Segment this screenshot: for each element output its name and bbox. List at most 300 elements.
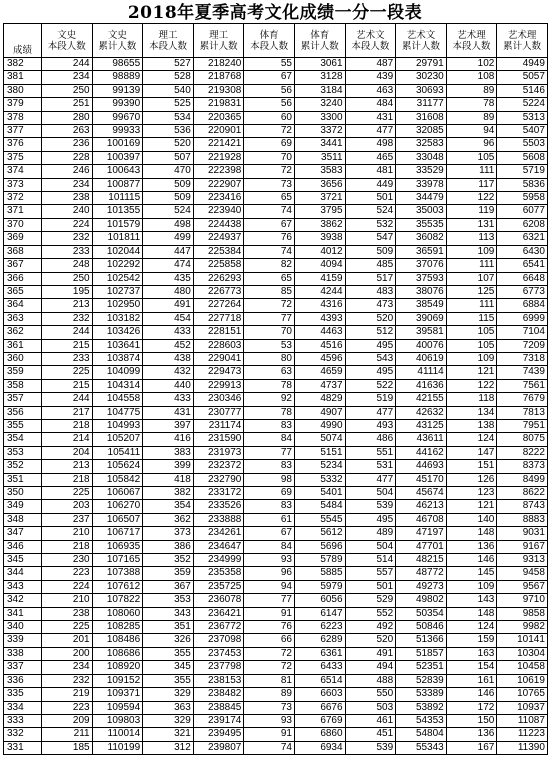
table-row xyxy=(4,500,548,513)
count-cell: 234 xyxy=(42,71,93,84)
count-cell: 223940 xyxy=(193,205,244,218)
count-cell: 102950 xyxy=(92,299,143,312)
count-cell: 539 xyxy=(345,741,396,754)
count-cell: 227264 xyxy=(193,299,244,312)
count-cell: 3862 xyxy=(294,218,345,231)
count-cell: 134 xyxy=(446,406,497,419)
count-cell: 6433 xyxy=(294,661,345,674)
count-cell: 503 xyxy=(345,701,396,714)
table-row xyxy=(4,446,548,459)
count-cell: 35535 xyxy=(396,218,447,231)
count-cell: 5146 xyxy=(497,84,548,97)
count-cell: 44162 xyxy=(396,446,447,459)
column-header-group: 文史 xyxy=(107,29,127,41)
count-cell: 495 xyxy=(345,339,396,352)
count-cell: 223 xyxy=(42,701,93,714)
count-cell: 89 xyxy=(446,111,497,124)
count-cell: 224 xyxy=(42,218,93,231)
count-cell: 499 xyxy=(143,232,194,245)
count-cell: 236 xyxy=(42,138,93,151)
count-cell: 239174 xyxy=(193,714,244,727)
count-cell: 106507 xyxy=(92,513,143,526)
count-cell: 6769 xyxy=(294,714,345,727)
count-cell: 109 xyxy=(446,580,497,593)
count-cell: 41636 xyxy=(396,379,447,392)
count-cell: 3240 xyxy=(294,98,345,111)
count-cell: 48772 xyxy=(396,567,447,580)
table-row xyxy=(4,473,548,486)
count-cell: 89 xyxy=(446,84,497,97)
count-cell: 74 xyxy=(244,245,295,258)
table-row xyxy=(4,232,548,245)
count-cell: 99139 xyxy=(92,84,143,97)
count-cell: 103641 xyxy=(92,339,143,352)
count-cell: 38549 xyxy=(396,299,447,312)
count-cell: 465 xyxy=(345,151,396,164)
count-cell: 235358 xyxy=(193,567,244,580)
count-cell: 498 xyxy=(143,218,194,231)
count-cell: 237453 xyxy=(193,647,244,660)
score-cell: 337 xyxy=(4,661,42,674)
count-cell: 214 xyxy=(42,433,93,446)
count-cell: 51857 xyxy=(396,647,447,660)
score-cell: 340 xyxy=(4,621,42,634)
table-row xyxy=(4,741,548,754)
table-row xyxy=(4,218,548,231)
count-cell: 491 xyxy=(143,299,194,312)
count-cell: 386 xyxy=(143,540,194,553)
table-row xyxy=(4,84,548,97)
count-cell: 77 xyxy=(244,446,295,459)
count-cell: 101811 xyxy=(92,232,143,245)
count-cell: 218 xyxy=(42,540,93,553)
count-cell: 5057 xyxy=(497,71,548,84)
table-row xyxy=(4,487,548,500)
count-cell: 219831 xyxy=(193,98,244,111)
count-cell: 29791 xyxy=(396,58,447,71)
count-cell: 8075 xyxy=(497,433,548,446)
score-cell: 374 xyxy=(4,165,42,178)
count-cell: 329 xyxy=(143,688,194,701)
count-cell: 4244 xyxy=(294,285,345,298)
count-cell: 150 xyxy=(446,714,497,727)
column-header-label: 本段人数 xyxy=(47,40,86,52)
count-cell: 454 xyxy=(143,312,194,325)
count-cell: 540 xyxy=(143,84,194,97)
count-cell: 225858 xyxy=(193,259,244,272)
count-cell: 4516 xyxy=(294,339,345,352)
count-cell: 204 xyxy=(42,446,93,459)
count-cell: 100877 xyxy=(92,178,143,191)
count-cell: 122 xyxy=(446,192,497,205)
count-cell: 234999 xyxy=(193,554,244,567)
count-cell: 517 xyxy=(345,272,396,285)
count-cell: 250 xyxy=(42,84,93,97)
count-cell: 5979 xyxy=(294,580,345,593)
table-row xyxy=(4,688,548,701)
count-cell: 7951 xyxy=(497,419,548,432)
count-cell: 222907 xyxy=(193,178,244,191)
count-cell: 229041 xyxy=(193,352,244,365)
count-cell: 232790 xyxy=(193,473,244,486)
count-cell: 148 xyxy=(446,527,497,540)
table-row xyxy=(4,138,548,151)
count-cell: 210 xyxy=(42,527,93,540)
count-cell: 33048 xyxy=(396,151,447,164)
count-cell: 4737 xyxy=(294,379,345,392)
count-cell: 223 xyxy=(42,567,93,580)
table-row xyxy=(4,165,548,178)
count-cell: 487 xyxy=(345,58,396,71)
count-cell: 9567 xyxy=(497,580,548,593)
score-cell: 368 xyxy=(4,245,42,258)
count-cell: 109152 xyxy=(92,674,143,687)
score-cell: 359 xyxy=(4,366,42,379)
count-cell: 9458 xyxy=(497,567,548,580)
count-cell: 110199 xyxy=(92,741,143,754)
count-cell: 397 xyxy=(143,419,194,432)
count-cell: 474 xyxy=(143,259,194,272)
count-cell: 3441 xyxy=(294,138,345,151)
score-cell: 373 xyxy=(4,178,42,191)
table-header-row xyxy=(4,24,548,58)
count-cell: 106270 xyxy=(92,500,143,513)
count-cell: 4393 xyxy=(294,312,345,325)
count-cell: 72 xyxy=(244,299,295,312)
count-cell: 362 xyxy=(143,513,194,526)
count-cell: 501 xyxy=(345,192,396,205)
table-row xyxy=(4,366,548,379)
count-cell: 6676 xyxy=(294,701,345,714)
count-cell: 489 xyxy=(345,527,396,540)
count-cell: 528 xyxy=(143,71,194,84)
count-cell: 433 xyxy=(143,326,194,339)
column-header-label: 成绩 xyxy=(12,45,32,56)
count-cell: 218 xyxy=(42,419,93,432)
column-header-label: 本段人数 xyxy=(250,40,289,52)
count-cell: 5545 xyxy=(294,513,345,526)
score-cell: 339 xyxy=(4,634,42,647)
count-cell: 7679 xyxy=(497,393,548,406)
count-cell: 106717 xyxy=(92,527,143,540)
count-cell: 250 xyxy=(42,272,93,285)
count-cell: 105411 xyxy=(92,446,143,459)
count-cell: 37076 xyxy=(396,259,447,272)
count-cell: 5313 xyxy=(497,111,548,124)
count-cell: 238153 xyxy=(193,674,244,687)
count-cell: 488 xyxy=(345,674,396,687)
count-cell: 70 xyxy=(244,151,295,164)
count-cell: 213 xyxy=(42,460,93,473)
count-cell: 218240 xyxy=(193,58,244,71)
count-cell: 519 xyxy=(345,393,396,406)
count-cell: 50354 xyxy=(396,607,447,620)
count-cell: 70 xyxy=(244,326,295,339)
count-cell: 51366 xyxy=(396,634,447,647)
table-row xyxy=(4,379,548,392)
column-header xyxy=(446,24,497,58)
count-cell: 355 xyxy=(143,647,194,660)
column-header-group: 体育 xyxy=(310,29,330,41)
count-cell: 56 xyxy=(244,98,295,111)
column-header-label: 累计人数 xyxy=(503,40,542,52)
count-cell: 329 xyxy=(143,714,194,727)
count-cell: 359 xyxy=(143,567,194,580)
score-cell: 365 xyxy=(4,285,42,298)
count-cell: 452 xyxy=(143,339,194,352)
count-cell: 54353 xyxy=(396,714,447,727)
score-cell: 377 xyxy=(4,125,42,138)
count-cell: 76 xyxy=(244,232,295,245)
score-cell: 372 xyxy=(4,192,42,205)
count-cell: 201 xyxy=(42,634,93,647)
count-cell: 6208 xyxy=(497,218,548,231)
count-cell: 6541 xyxy=(497,259,548,272)
count-cell: 363 xyxy=(143,701,194,714)
count-cell: 45674 xyxy=(396,487,447,500)
score-cell: 367 xyxy=(4,259,42,272)
table-row xyxy=(4,594,548,607)
count-cell: 138 xyxy=(446,419,497,432)
count-cell: 3721 xyxy=(294,192,345,205)
count-cell: 492 xyxy=(345,621,396,634)
count-cell: 74 xyxy=(244,741,295,754)
count-cell: 101115 xyxy=(92,192,143,205)
count-cell: 103426 xyxy=(92,326,143,339)
column-header-group: 体育 xyxy=(259,29,279,41)
count-cell: 234647 xyxy=(193,540,244,553)
count-cell: 4829 xyxy=(294,393,345,406)
count-cell: 78 xyxy=(446,98,497,111)
score-cell: 341 xyxy=(4,607,42,620)
count-cell: 7104 xyxy=(497,326,548,339)
count-cell: 4316 xyxy=(294,299,345,312)
count-cell: 520 xyxy=(345,312,396,325)
count-cell: 440 xyxy=(143,379,194,392)
column-header xyxy=(244,24,295,58)
count-cell: 218 xyxy=(42,473,93,486)
count-cell: 6321 xyxy=(497,232,548,245)
count-cell: 140 xyxy=(446,513,497,526)
count-cell: 46213 xyxy=(396,500,447,513)
score-cell: 348 xyxy=(4,513,42,526)
count-cell: 504 xyxy=(345,540,396,553)
count-cell: 185 xyxy=(42,741,93,754)
count-cell: 151 xyxy=(446,460,497,473)
score-cell: 376 xyxy=(4,138,42,151)
table-row xyxy=(4,661,548,674)
count-cell: 44693 xyxy=(396,460,447,473)
table-row xyxy=(4,299,548,312)
count-cell: 83 xyxy=(244,460,295,473)
count-cell: 5332 xyxy=(294,473,345,486)
table-row xyxy=(4,701,548,714)
score-cell: 332 xyxy=(4,728,42,741)
count-cell: 108686 xyxy=(92,647,143,660)
count-cell: 109 xyxy=(446,352,497,365)
count-cell: 451 xyxy=(345,728,396,741)
count-cell: 498 xyxy=(345,138,396,151)
count-cell: 543 xyxy=(345,352,396,365)
count-cell: 124 xyxy=(446,621,497,634)
column-header-label: 累计人数 xyxy=(300,40,339,52)
count-cell: 225 xyxy=(42,487,93,500)
count-cell: 232 xyxy=(42,312,93,325)
count-cell: 7561 xyxy=(497,379,548,392)
table-row xyxy=(4,634,548,647)
count-cell: 6934 xyxy=(294,741,345,754)
table-row xyxy=(4,621,548,634)
count-cell: 52839 xyxy=(396,674,447,687)
column-header-label: 本段人数 xyxy=(452,40,491,52)
count-cell: 234 xyxy=(42,661,93,674)
count-cell: 524 xyxy=(143,205,194,218)
count-cell: 219 xyxy=(42,688,93,701)
count-cell: 102 xyxy=(446,58,497,71)
count-cell: 145 xyxy=(446,567,497,580)
count-cell: 38076 xyxy=(396,285,447,298)
count-cell: 47701 xyxy=(396,540,447,553)
count-cell: 522 xyxy=(345,379,396,392)
count-cell: 512 xyxy=(345,326,396,339)
table-row xyxy=(4,460,548,473)
count-cell: 435 xyxy=(143,272,194,285)
count-cell: 520 xyxy=(143,138,194,151)
count-cell: 6999 xyxy=(497,312,548,325)
count-cell: 248 xyxy=(42,259,93,272)
count-cell: 117 xyxy=(446,178,497,191)
page-title: 2018年夏季高考文化成绩一分一段表 xyxy=(127,3,423,23)
count-cell: 5401 xyxy=(294,487,345,500)
count-cell: 244 xyxy=(42,58,93,71)
count-cell: 148 xyxy=(446,607,497,620)
count-cell: 37593 xyxy=(396,272,447,285)
table-body xyxy=(4,58,548,755)
count-cell: 100169 xyxy=(92,138,143,151)
count-cell: 105 xyxy=(446,151,497,164)
count-cell: 66 xyxy=(244,634,295,647)
count-cell: 232372 xyxy=(193,460,244,473)
count-cell: 234 xyxy=(42,178,93,191)
count-cell: 8622 xyxy=(497,487,548,500)
score-cell: 336 xyxy=(4,674,42,687)
count-cell: 4094 xyxy=(294,259,345,272)
count-cell: 49802 xyxy=(396,594,447,607)
count-cell: 111 xyxy=(446,299,497,312)
count-cell: 239495 xyxy=(193,728,244,741)
count-cell: 461 xyxy=(345,714,396,727)
count-cell: 237098 xyxy=(193,634,244,647)
count-cell: 235725 xyxy=(193,580,244,593)
count-cell: 39069 xyxy=(396,312,447,325)
count-cell: 84 xyxy=(244,433,295,446)
count-cell: 6223 xyxy=(294,621,345,634)
count-cell: 495 xyxy=(345,513,396,526)
count-cell: 447 xyxy=(143,245,194,258)
score-cell: 355 xyxy=(4,419,42,432)
count-cell: 228 xyxy=(42,151,93,164)
count-cell: 232 xyxy=(42,232,93,245)
count-cell: 233888 xyxy=(193,513,244,526)
count-cell: 77 xyxy=(244,312,295,325)
count-cell: 115 xyxy=(446,312,497,325)
count-cell: 50846 xyxy=(396,621,447,634)
count-cell: 73 xyxy=(244,701,295,714)
column-header xyxy=(345,24,396,58)
count-cell: 106935 xyxy=(92,540,143,553)
count-cell: 108486 xyxy=(92,634,143,647)
count-cell: 40076 xyxy=(396,339,447,352)
count-cell: 105 xyxy=(446,339,497,352)
count-cell: 100397 xyxy=(92,151,143,164)
score-cell: 371 xyxy=(4,205,42,218)
count-cell: 6514 xyxy=(294,674,345,687)
count-cell: 230777 xyxy=(193,406,244,419)
count-cell: 8743 xyxy=(497,500,548,513)
count-cell: 35003 xyxy=(396,205,447,218)
count-cell: 43611 xyxy=(396,433,447,446)
count-cell: 53389 xyxy=(396,688,447,701)
count-cell: 108920 xyxy=(92,661,143,674)
count-cell: 105207 xyxy=(92,433,143,446)
table-row xyxy=(4,567,548,580)
count-cell: 484 xyxy=(345,98,396,111)
count-cell: 102292 xyxy=(92,259,143,272)
count-cell: 34479 xyxy=(396,192,447,205)
count-cell: 73 xyxy=(244,178,295,191)
count-cell: 146 xyxy=(446,554,497,567)
count-cell: 33529 xyxy=(396,165,447,178)
count-cell: 143 xyxy=(446,594,497,607)
count-cell: 6884 xyxy=(497,299,548,312)
count-cell: 10458 xyxy=(497,661,548,674)
count-cell: 93 xyxy=(244,554,295,567)
table-row xyxy=(4,647,548,660)
column-header-group: 文史 xyxy=(57,29,77,41)
count-cell: 105 xyxy=(446,326,497,339)
score-cell: 358 xyxy=(4,379,42,392)
count-cell: 5407 xyxy=(497,125,548,138)
count-cell: 486 xyxy=(345,433,396,446)
count-cell: 55 xyxy=(244,58,295,71)
count-cell: 531 xyxy=(345,460,396,473)
count-cell: 547 xyxy=(345,232,396,245)
count-cell: 432 xyxy=(143,366,194,379)
count-cell: 244 xyxy=(42,326,93,339)
column-header-label: 本段人数 xyxy=(351,40,390,52)
count-cell: 550 xyxy=(345,688,396,701)
count-cell: 106067 xyxy=(92,487,143,500)
count-cell: 3511 xyxy=(294,151,345,164)
count-cell: 233172 xyxy=(193,487,244,500)
count-cell: 77 xyxy=(244,594,295,607)
count-cell: 514 xyxy=(345,554,396,567)
count-cell: 351 xyxy=(143,621,194,634)
table-row xyxy=(4,352,548,365)
table-row xyxy=(4,406,548,419)
count-cell: 232 xyxy=(42,674,93,687)
table-row xyxy=(4,259,548,272)
count-cell: 494 xyxy=(345,661,396,674)
count-cell: 122 xyxy=(446,379,497,392)
count-cell: 383 xyxy=(143,446,194,459)
count-cell: 221421 xyxy=(193,138,244,151)
count-cell: 238482 xyxy=(193,688,244,701)
count-cell: 3656 xyxy=(294,178,345,191)
count-cell: 99670 xyxy=(92,111,143,124)
count-cell: 238 xyxy=(42,192,93,205)
count-cell: 4596 xyxy=(294,352,345,365)
